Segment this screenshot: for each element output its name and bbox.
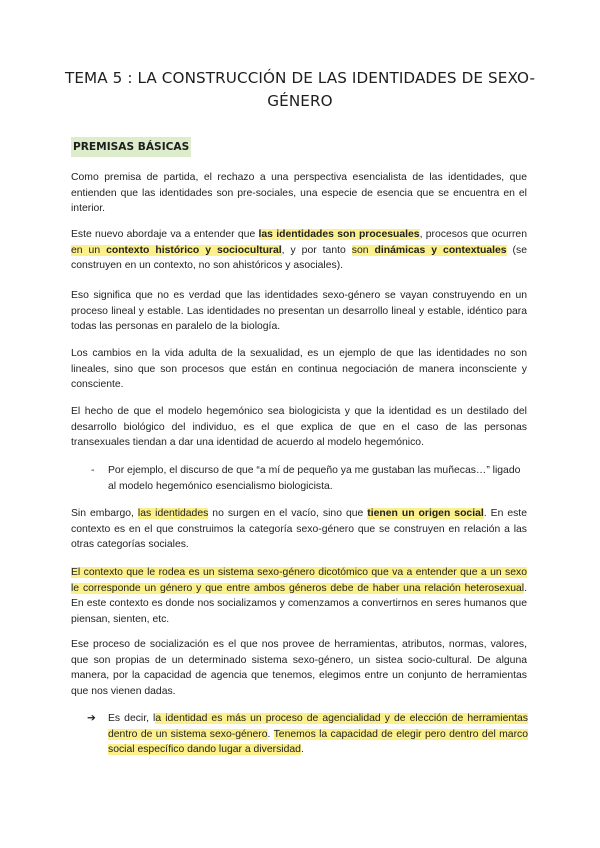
section-heading: PREMISAS BÁSICAS <box>71 137 191 157</box>
paragraph-2 <box>71 227 527 274</box>
p6-text-2: no surgen en el vacío, sino que <box>208 508 368 519</box>
p2-highlight-2a: en un <box>71 244 107 256</box>
p6-text-1: Sin embargo, <box>71 508 138 519</box>
p2-text-4: (se construyen en un contexto, no son ahistóricos y asociales). <box>71 244 527 272</box>
paragraph-4: Los cambios en la vida adulta de la sexualidad, es un ejemplo de que las identidades no son lineales, sino que son procesos que están en continua negociación de manera inconsciente y consciente. <box>71 348 527 391</box>
paragraph-8: Ese proceso de socialización es el que nos provee de herramientas, atributos, normas, valores, que son propias de un determinado sistema sexo-género, un sistea socio-cultural. De alguna manera, por la capacidad de agencia que tenemos, elegimos entre un conjunto de herramientas que nos vienen dadas. <box>71 639 527 697</box>
paragraph-6 <box>71 506 527 553</box>
p2-highlight-3a: son <box>351 244 375 256</box>
paragraph-5: El hecho de que el modelo hegemónico sea biologicista y que la identidad es un destilado del desarrollo biológico del individuo, es el que explica de que en el caso de las personas transexuales tiendan a dar una identidad de acuerdo al modelo hegemónico. <box>71 406 527 449</box>
p2-highlight-1: las identidades son procesuales <box>258 229 420 240</box>
p2-text-1: Este nuevo abordaje va a entender que <box>71 229 259 240</box>
p2-text-3: , y por tanto <box>281 244 352 256</box>
bullet-item-2 <box>108 711 528 758</box>
p7-highlight-1: El contexto que le rodea es un sistema sexo-género dicotómico que va a entender que a un sexo le corresponde un género y que entre ambos géneros debe de haber una relación heterosexual <box>71 567 527 594</box>
bullet-item-1: Por ejemplo, el discurso de que “a mí de pequeño ya me gustaban las muñecas…” ligado al modelo hegemónico esencialismo biologicista. <box>108 465 521 492</box>
p6-highlight-2: tienen un origen social <box>367 508 484 519</box>
p6-text-3: . En este contexto es en el que construimos la categoría sexo-género que se construyen en relación a las otras categorías sociales. <box>71 508 527 551</box>
b2-text-3: . <box>300 744 304 756</box>
b2-highlight-2: Tenemos la capacidad de elegir pero dentro del marco social específico dando lugar a diversidad <box>108 728 528 756</box>
b2-text-1: Es decir, l <box>108 713 156 724</box>
p2-text-2: , procesos que ocurren <box>419 229 527 240</box>
p6-highlight-1: las identidades <box>137 508 209 519</box>
paragraph-1: Como premisa de partida, el rechazo a una perspectiva esencialista de las identidades, que entienden que las identidades son pre-sociales, una especie de esencia que se encuentra en el interior. <box>71 172 527 215</box>
document-title: TEMA 5 : LA CONSTRUCCIÓN DE LAS IDENTIDADES DE SEXO-GÉNERO <box>64 69 536 110</box>
paragraph-7 <box>71 565 527 627</box>
p2-highlight-3b: dinámicas y contextuales <box>374 244 507 256</box>
p2-highlight-2b: contexto histórico y sociocultural <box>106 244 282 256</box>
paragraph-3: Eso significa que no es verdad que las identidades sexo-género se vayan construyendo en un proceso lineal y estable. Las identidades no presentan un desarrollo lineal y estable, idéntico para todas las personas en paralelo de la biología. <box>71 290 527 333</box>
b2-text-2: . <box>267 728 274 740</box>
b2-highlight-1: a identidad es más un proceso de agencialidad y de elección de herramientas dentro de un sistema sexo-género <box>108 713 528 740</box>
bullet-marker-1: - <box>91 465 95 476</box>
bullet-marker-2: ➔ <box>87 713 96 724</box>
p7-text-1: . En este contexto es donde nos socializamos y comenzamos a convertirnos en seres humanos que piensan, sienten, etc. <box>71 582 527 625</box>
